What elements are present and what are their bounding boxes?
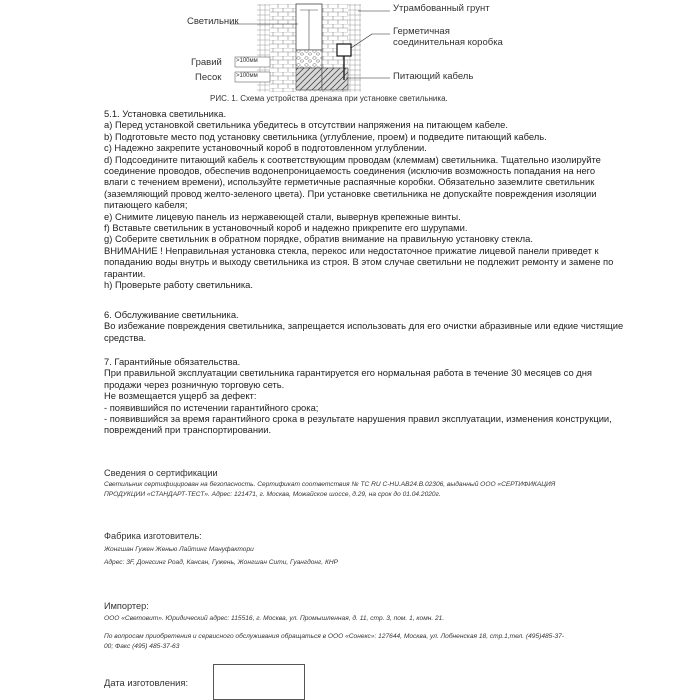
factory-text [104,543,694,569]
section-5-line: a) Перед установкой светильника убедитесь в отсутствии напряжения на питающем кабеле. [104,119,508,131]
drainage-diagram [0,0,700,100]
section-7 [104,356,694,436]
section-7-line: продажи через розничную торговую сеть. [104,378,285,390]
label-sand: Песок [195,72,222,83]
cert-line: ПРОДУКЦИИ «СТАНДАРТ-ТЕСТ». Адрес: 121471, г. Москва, Можайское шоссе, д.29, на срок до 01.04.2020г. [104,491,441,498]
section-5-line: ВНИМАНИЕ ! Неправильная установка стекла, перекос или недостаточное прижатие лицевой панели приведет к [104,244,599,256]
section-5-line: попаданию воды внутрь и выходу светильника из строя. В этом случае светильни не подлежит ремонту и замене по [104,256,614,268]
section-5-line: f) Вставьте светильник в установочный короб и надежно прикрепите его шурупами. [104,222,468,234]
section-6 [104,309,694,343]
label-compacted-soil: Утрамбованный грунт [393,3,490,14]
factory-line: Адрес: 3F, Донгсинг Роад, Кансан, Гужень, Жонгшан Сити, Гуангдонг, КНР [104,559,339,566]
section-5-line: (заземляющий провод желто-зеленого цвета). При установке светильника не допускайте повреждения изоляции [104,187,597,199]
factory-title: Фабрика изготовитель: [104,531,202,541]
cert-title: Сведения о сертификации [104,468,218,478]
section-6-line: средства. [104,331,147,343]
label-dim-sand: >100мм [236,73,258,79]
gravel-layer [296,50,322,68]
label-cable: Питающий кабель [393,71,474,82]
section-5-line: c) Надежно закрепите установочный короб в подготовленном углублении. [104,142,427,154]
factory-line: Жонгшан Гужен Женью Лайтинг Мануфактори [104,546,254,553]
label-luminaire: Светильник [187,16,239,27]
section-5 [104,108,694,291]
section-5-line: b) Подготовьте место под установку светильника (углубление, проем) и подведите питающий кабель. [104,130,547,142]
service-text [104,632,694,652]
junction-box [337,44,351,56]
section-6-title: 6. Обслуживание светильника. [104,309,239,320]
manufacture-date-label: Дата изготовления: [104,677,189,688]
label-box-line2: соединительная коробка [393,37,503,48]
section-7-line: - появившийся за время гарантийного срока в результате нарушения правил эксплуатации, изменения конструкции, [104,413,612,425]
importer-line: ООО «Световит». Юридический адрес: 115516, г. Москва, ул. Промышленная, д. 11, стр. 3, пом. 1, комн. 21. [104,615,445,622]
label-gravel: Гравий [191,57,222,68]
section-5-line: e) Снимите лицевую панель из нержавеющей стали, вывернув крепежные винты. [104,210,461,222]
figure-caption: РИС. 1. Схема устройства дренажа при установке светильника. [210,94,448,103]
section-6-line: Во избежание повреждения светильника, запрещается использовать для его очистки абразивные или едкие чистящие [104,320,624,332]
sand-layer [296,68,322,90]
section-5-title: 5.1. Установка светильника. [104,108,227,119]
left-wall [270,4,296,92]
section-5-line: соединение проводов, обеспечив водонепроницаемость соединения (исключив возможность попадания на него [104,165,596,177]
label-box-line1: Герметичная [393,26,450,37]
cert-line: Светильник сертифицирован на безопасность. Сертификат соответствия № TC RU C-HU.AB24.B.02306, выданный ООО «СЕРТИФИКАЦИЯ [104,481,556,488]
section-7-line: Не возмещается ущерб за дефект: [104,390,257,402]
section-5-line: питающего кабеля; [104,199,188,211]
label-dim-gravel: >100мм [236,58,258,64]
cert-text [104,480,694,500]
section-7-line: При правильной эксплуатации светильника гарантируется его нормальная работа в течение 30 месяцев со дня [104,367,592,379]
section-7-line: повреждений при транспортировании. [104,424,272,436]
section-7-line: - появившийся по истечении гарантийного срока; [104,401,319,413]
section-5-line: d) Подсоедините питающий кабель к соответствующим проводам (клеммам) светильника. Тщательно изолируйте [104,153,601,165]
importer-title: Импортер: [104,601,149,611]
manufacture-date-box [213,664,305,700]
service-line: По вопросам приобретения и сервисного обслуживания обращаться в ООО «Сонекс»: 127644, Москва, ул. Лобненская 18, стр.1,тел. (495)485-37- [104,633,565,640]
section-7-title: 7. Гарантийные обязательства. [104,356,241,367]
section-5-line: g) Соберите светильник в обратном порядке, обратив внимание на правильную установку стекла. [104,233,533,245]
section-5-line: h) Проверьте работу светильника. [104,279,253,291]
section-5-line: гарантии. [104,267,146,279]
service-line: 00; Факс (495) 485-37-63 [104,643,180,650]
section-5-line: влаги с течением времени), используйте герметичные распаячные коробки. Обязательно заземлите светильник [104,176,595,188]
